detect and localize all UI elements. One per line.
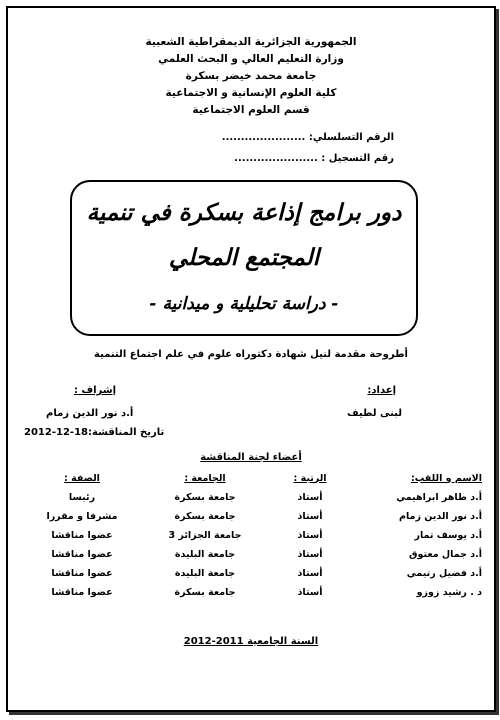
document-page bbox=[6, 6, 496, 712]
header-name: الاسم و اللقب: bbox=[410, 472, 482, 484]
header-line-republic: الجمهورية الجزائرية الديمقراطية الشعبية bbox=[145, 36, 357, 48]
title-line-2: المجتمع المحلي bbox=[168, 245, 320, 271]
table-row bbox=[20, 507, 482, 526]
member-university: جامعة البليدة bbox=[174, 568, 236, 579]
member-university: جامعة بسكرة bbox=[174, 587, 236, 598]
header-line-department: قسم العلوم الاجتماعية bbox=[192, 104, 310, 116]
title-subtitle: - دراسة تحليلية و ميدانية - bbox=[149, 294, 339, 314]
member-rank: أستاذ bbox=[297, 549, 323, 560]
registration-number: رقم التسجيل : ...................... bbox=[234, 153, 394, 164]
member-name: أ.د نور الدين زمام bbox=[399, 511, 482, 522]
header-line-ministry: وزارة التعليم العالي و البحث العلمي bbox=[158, 53, 344, 65]
member-rank: أستاذ bbox=[297, 530, 323, 541]
supervisor-name: أ.د نور الدين زمام bbox=[46, 408, 134, 419]
member-role: عضوا مناقشا bbox=[51, 568, 113, 579]
member-name: أ.د يوسف تمار bbox=[414, 530, 482, 541]
member-rank: أستاذ bbox=[297, 492, 323, 503]
academic-year: السنة الجامعية 2011-2012 bbox=[183, 636, 319, 647]
member-name: أ.د طاهر ابراهيمي bbox=[396, 492, 482, 503]
member-rank: أستاذ bbox=[297, 587, 323, 598]
header-line-faculty: كلية العلوم الإنسانية و الاجتماعية bbox=[165, 87, 337, 99]
title-line-1: دور برامج إذاعة بسكرة في تنمية bbox=[86, 200, 402, 226]
committee-title: أعضاء لجنة المناقشة bbox=[200, 452, 302, 463]
thesis-statement: أطروحة مقدمة لنيل شهادة دكتوراه علوم في علم اجتماع التنمية bbox=[94, 349, 408, 360]
member-rank: أستاذ bbox=[297, 511, 323, 522]
member-rank: أستاذ bbox=[297, 568, 323, 579]
table-row bbox=[20, 545, 482, 564]
member-university: جامعة الجزائر 3 bbox=[168, 530, 242, 541]
institution-header bbox=[8, 34, 494, 119]
member-role: رئيسا bbox=[68, 492, 96, 503]
member-name: د . رشيد زوزو bbox=[416, 587, 482, 598]
header-university: الجامعة : bbox=[184, 472, 226, 484]
member-role: عضوا مناقشا bbox=[51, 587, 113, 598]
member-role: مشرفا و مقررا bbox=[46, 511, 118, 522]
member-name: أ.د فضيل رتيمي bbox=[406, 568, 482, 579]
committee-table bbox=[20, 468, 482, 602]
prepared-name: لبنى لطيف bbox=[346, 408, 402, 419]
member-role: عضوا مناقشا bbox=[51, 530, 113, 541]
prepared-label: إعداد: bbox=[367, 385, 396, 396]
committee-header-row bbox=[20, 468, 482, 488]
header-rank: الرتبة : bbox=[293, 472, 327, 484]
table-row bbox=[20, 488, 482, 507]
table-row bbox=[20, 583, 482, 602]
supervision-label: إشراف : bbox=[74, 385, 117, 396]
member-university: جامعة بسكرة bbox=[174, 492, 236, 503]
member-university: جامعة بسكرة bbox=[174, 511, 236, 522]
member-name: أ.د جمال معتوق bbox=[409, 549, 482, 560]
table-row bbox=[20, 526, 482, 545]
defense-date: تاريخ المناقشة:18-12-2012 bbox=[24, 427, 165, 438]
header-role: الصفة : bbox=[64, 472, 100, 484]
member-university: جامعة البليدة bbox=[174, 549, 236, 560]
title-box bbox=[70, 180, 418, 336]
serial-number: الرقم التسلسلي: ...................... bbox=[221, 132, 394, 143]
member-role: عضوا مناقشا bbox=[51, 549, 113, 560]
header-line-university: جامعة محمد خيضر بسكرة bbox=[185, 70, 317, 82]
table-row bbox=[20, 564, 482, 583]
